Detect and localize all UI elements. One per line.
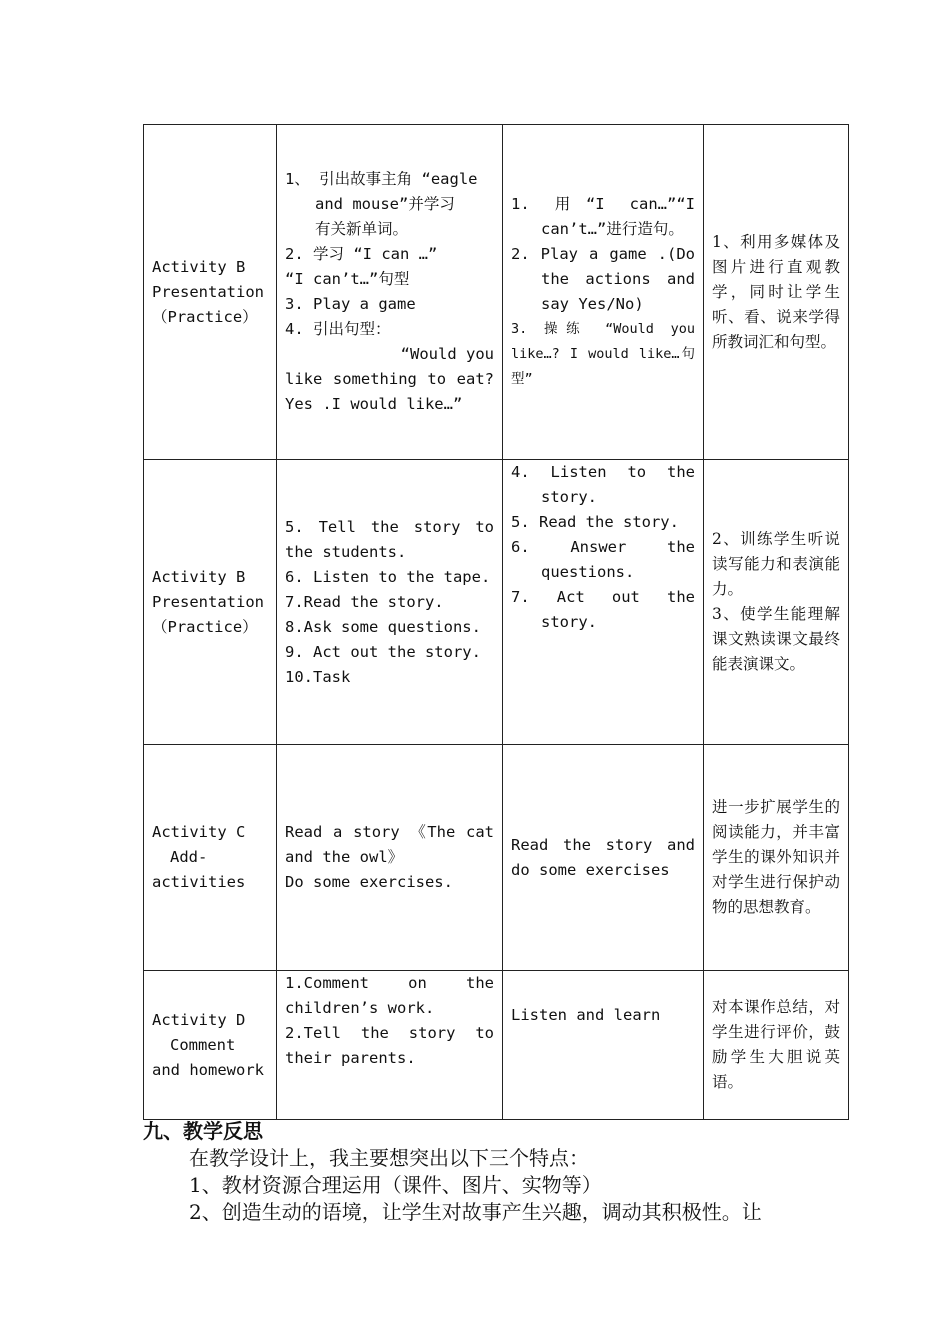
teacher-step: Read a story 《The cat and the owl》 (285, 823, 494, 866)
reflection-point: 1、教材资源合理运用（课件、图片、实物等） (189, 1173, 602, 1197)
purpose-cell: 1、利用多媒体及图片进行直观教学，同时让学生听、看、说来学得所教词汇和句型。 (704, 125, 849, 460)
student-step: 6. Answer the questions. (511, 538, 695, 581)
student-step: 2. Play a game .(Do the actions and say Yes/No) (511, 245, 695, 313)
teacher-step: “I can’t…”句型 (285, 270, 410, 288)
activity-stage: Add- (170, 848, 208, 866)
teacher-activity-cell (277, 125, 503, 460)
activity-note: and homework (152, 1060, 264, 1079)
student-activity-cell (503, 971, 704, 1120)
reflection-intro: 在教学设计上，我主要想突出以下三个特点： (189, 1146, 589, 1170)
activity-name: Activity C (152, 823, 246, 841)
teacher-step: “Would you (400, 345, 494, 363)
reflection-point: 2、创造生动的语境，让学生对故事产生兴趣，调动其积极性。让 (189, 1200, 762, 1224)
activity-cell (144, 971, 277, 1120)
table-row (144, 971, 849, 1120)
teacher-step: like something to eat? Yes .I would like…” (285, 370, 494, 413)
teacher-step: 6. Listen to the tape. (285, 567, 491, 586)
teacher-step: 4. 引出句型： (285, 320, 391, 338)
activity-stage: Presentation (152, 282, 264, 301)
activity-stage: Presentation (152, 592, 264, 611)
activity-name: Activity B (152, 567, 246, 586)
student-step: Listen and learn (511, 1006, 661, 1024)
teacher-step: 3. Play a game (285, 295, 416, 313)
table-row (144, 460, 849, 745)
activity-cell (144, 745, 277, 971)
student-activity-cell (503, 125, 704, 460)
teacher-step: 2.Tell the story to their parents. (285, 1024, 494, 1067)
teacher-activity-cell (277, 971, 503, 1120)
activity-name: Activity B (152, 257, 246, 276)
teacher-activity-cell (277, 745, 503, 971)
student-step: 5. Read the story. (511, 513, 679, 531)
teacher-step: 10.Task (285, 667, 351, 686)
teacher-step: 1、 引出故事主角 “eagle (285, 170, 478, 188)
activity-name: Activity D (152, 1010, 246, 1029)
activity-note: （Practice） (152, 617, 258, 636)
student-activity-cell (503, 460, 704, 745)
lesson-plan-table (143, 124, 849, 1120)
section-heading: 九、教学反思 (143, 1119, 263, 1143)
teacher-activity-cell (277, 460, 503, 745)
student-step: 7. Act out the story. (511, 588, 695, 631)
purpose-cell: 2、训练学生听说读写能力和表演能力。 3、使学生能理解课文熟读课文最终能表演课文。 (704, 460, 849, 745)
activity-stage: Comment (170, 1035, 236, 1054)
teacher-step: 2. 学习 “I can …” (285, 245, 438, 263)
teacher-step: 5. Tell the story to the students. (285, 517, 494, 561)
activity-cell (144, 125, 277, 460)
teacher-step: 7.Read the story. (285, 592, 444, 611)
table-row (144, 745, 849, 971)
teacher-step: 有关新单词。 (315, 220, 409, 238)
activity-note: activities (152, 873, 246, 891)
student-step: 4. Listen to the story. (511, 463, 695, 506)
student-step: Read the story and do some exercises (511, 835, 695, 879)
teacher-step: Do some exercises. (285, 873, 453, 891)
reflection-section (143, 1118, 848, 1226)
activity-cell (144, 460, 277, 745)
activity-note: （Practice） (152, 307, 258, 326)
student-activity-cell (503, 745, 704, 971)
teacher-step: and mouse”并学习 (315, 195, 455, 213)
table-row (144, 125, 849, 460)
student-step: 1. 用“I can…”“I can’t…”进行造句。 (511, 195, 695, 238)
teacher-step: 9. Act out the story. (285, 642, 481, 661)
purpose-cell: 对本课作总结，对学生进行评价，鼓励学生大胆说英语。 (704, 971, 849, 1120)
student-step: 3. 操练 “Would you like…? I would like…句型” (511, 321, 695, 387)
teacher-step: 8.Ask some questions. (285, 617, 481, 636)
purpose-cell: 进一步扩展学生的阅读能力，并丰富学生的课外知识并对学生进行保护动物的思想教育。 (704, 745, 849, 971)
teacher-step: 1.Comment on the children’s work. (285, 974, 494, 1017)
